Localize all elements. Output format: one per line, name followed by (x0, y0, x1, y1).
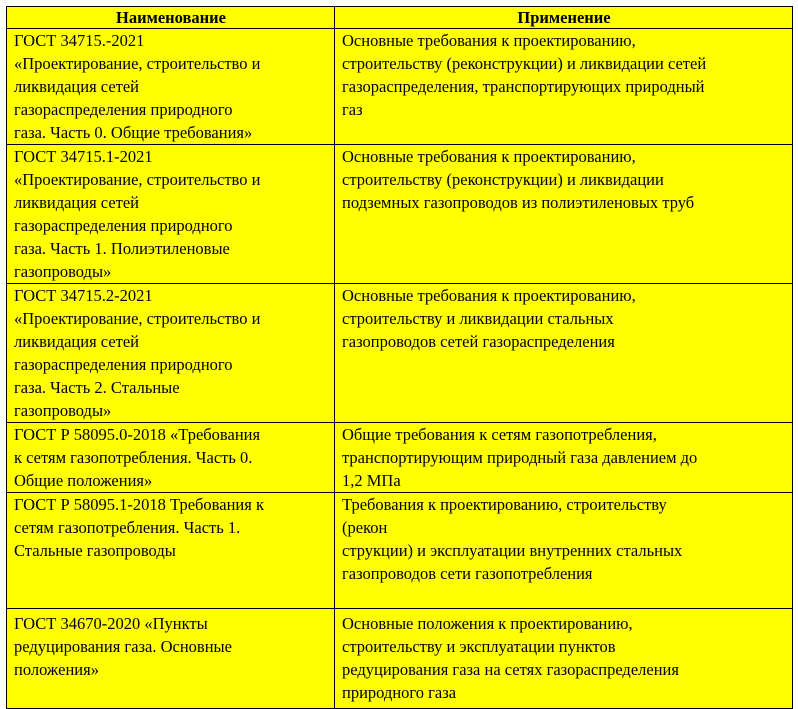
standard-name: ГОСТ 34715.-2021 «Проектирование, строительство и ликвидация сетей газораспределения природного газа. Часть 0. Общие требования» (14, 31, 261, 142)
cell-application (335, 284, 793, 423)
standard-application: Основные положения к проектированию, строительству и эксплуатации пунктов редуцирования газа на сетях газораспределения природного газа (342, 614, 679, 702)
table-header-row (7, 7, 793, 29)
standard-application: Требования к проектированию, строительству (рекон струкции) и эксплуатации внутренних стальных газопроводов сети газопотребления (342, 495, 683, 583)
standard-application: Основные требования к проектированию, строительству (реконструкции) и ликвидации подземных газопроводов из полиэтиленовых труб (342, 147, 695, 212)
standard-application: Общие требования к сетям газопотребления, транспортирующим природный газа давлением до 1,2 МПа (342, 425, 698, 490)
cell-name (7, 29, 335, 145)
cell-name (7, 493, 335, 609)
header-name: Наименование (7, 7, 335, 29)
cell-application (335, 145, 793, 284)
standard-name: ГОСТ 34670-2020 «Пункты редуцирования газа. Основные положения» (14, 614, 232, 679)
cell-application (335, 493, 793, 609)
cell-name (7, 609, 335, 709)
table-row (7, 423, 793, 493)
standards-table (6, 6, 793, 709)
cell-application (335, 609, 793, 709)
table-row (7, 145, 793, 284)
table-row (7, 284, 793, 423)
table-row (7, 29, 793, 145)
table-row (7, 493, 793, 609)
header-application: Применение (335, 7, 793, 29)
cell-name (7, 145, 335, 284)
standard-name: ГОСТ Р 58095.1-2018 Требования к сетям газопотребления. Часть 1. Стальные газопроводы (14, 495, 264, 560)
standard-application: Основные требования к проектированию, строительству и ликвидации стальных газопроводов сетей газораспределения (342, 286, 636, 351)
cell-name (7, 423, 335, 493)
cell-application (335, 29, 793, 145)
standard-name: ГОСТ Р 58095.0-2018 «Требования к сетям газопотребления. Часть 0. Общие положения» (14, 425, 261, 490)
table-row (7, 609, 793, 709)
standard-name: ГОСТ 34715.1-2021 «Проектирование, строительство и ликвидация сетей газораспределения природного газа. Часть 1. Полиэтиленовые газопроводы» (14, 147, 261, 281)
standard-name: ГОСТ 34715.2-2021 «Проектирование, строительство и ликвидация сетей газораспределения природного газа. Часть 2. Стальные газопроводы» (14, 286, 261, 420)
standard-application: Основные требования к проектированию, строительству (реконструкции) и ликвидации сетей газораспределения, транспортирующих природный газ (342, 31, 707, 119)
cell-name (7, 284, 335, 423)
cell-application (335, 423, 793, 493)
